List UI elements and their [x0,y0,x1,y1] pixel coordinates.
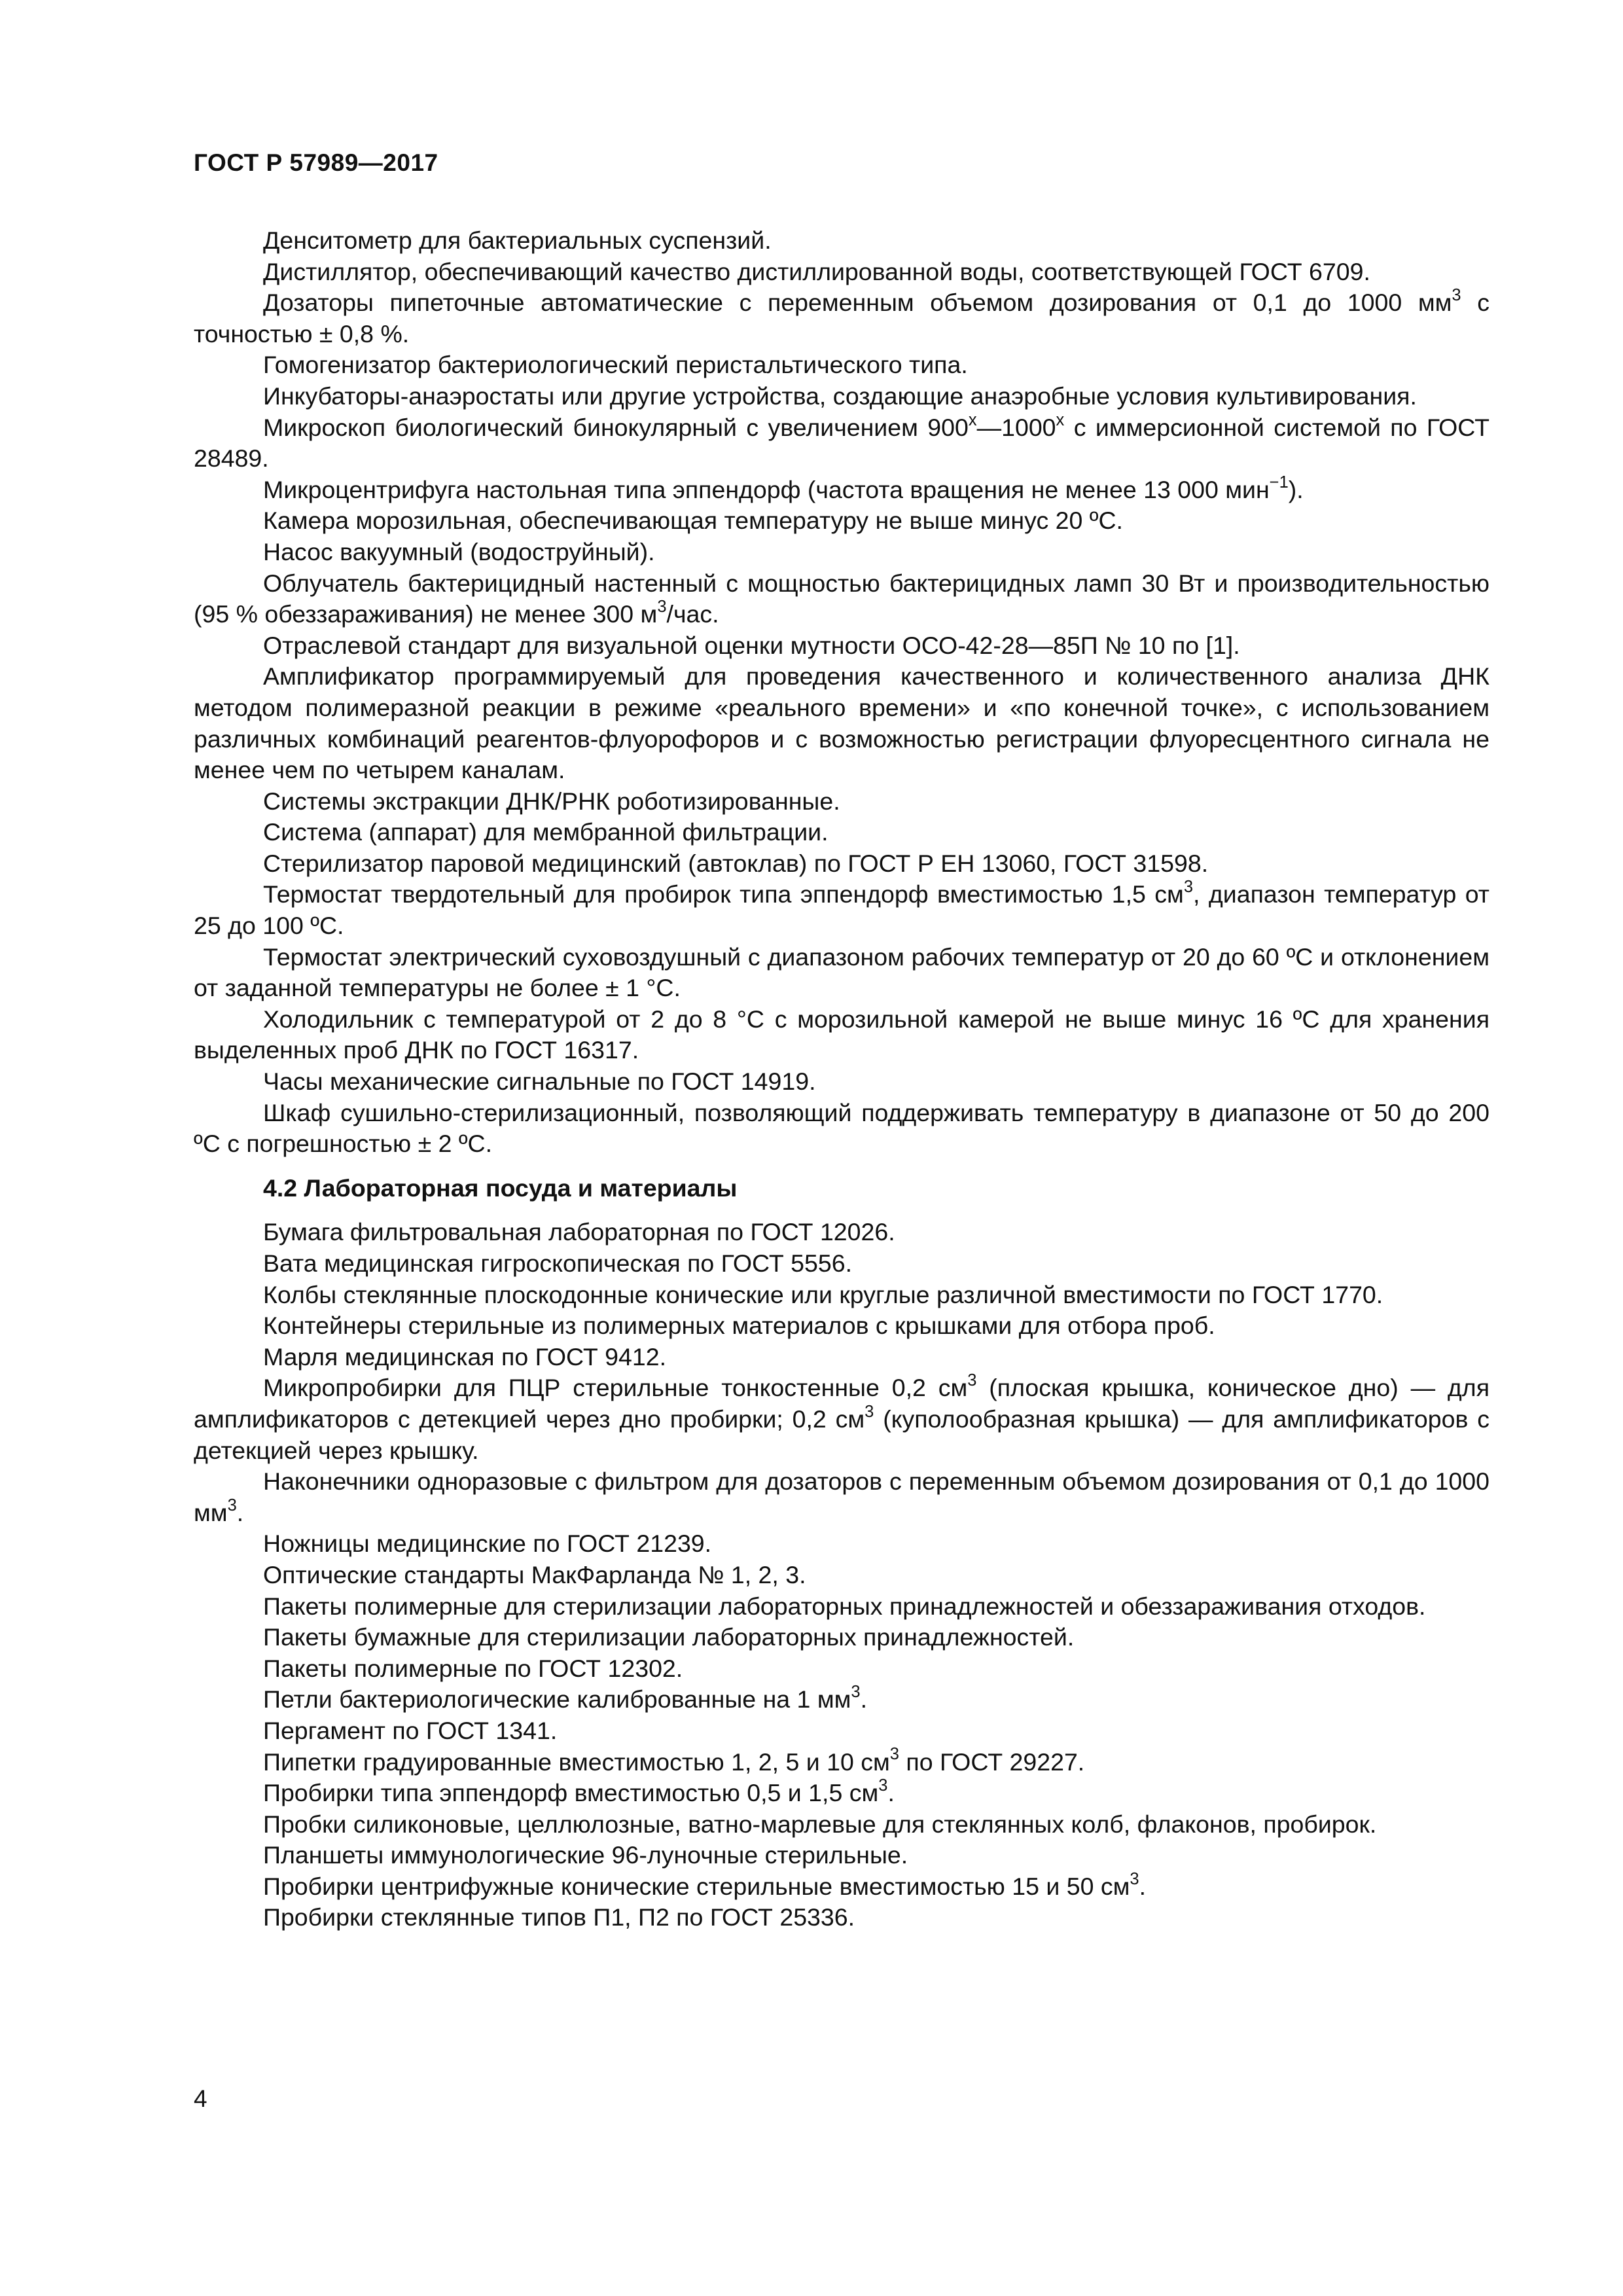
paragraph-text: Пергамент по ГОСТ 1341. [263,1716,558,1744]
superscript: 3 [1130,1869,1139,1888]
paragraph-text: Денситометр для бактериальных суспензий. [263,226,772,254]
paragraph-text: . [887,1779,895,1807]
paragraph-item [194,287,1489,350]
paragraph-item [194,568,1489,630]
paragraph-item [194,381,1489,412]
superscript: х [1056,410,1065,429]
superscript: −1 [1269,473,1289,492]
paragraph-text: . [236,1498,244,1526]
paragraph-text: Пакеты полимерные для стерилизации лабораторных принадлежностей и обеззараживания отходов. [263,1592,1426,1620]
paragraph-item [194,1310,1489,1342]
paragraph-text: Гомогенизатор бактериологический перистальтического типа. [263,351,968,379]
paragraph-item [194,1871,1489,1903]
paragraph-item [194,848,1489,880]
paragraph-item [194,1591,1489,1623]
paragraph-text: Пробирки стеклянные типов П1, П2 по ГОСТ 25336. [263,1903,855,1931]
paragraph-item [194,1809,1489,1840]
paragraph-text: Пипетки градуированные вместимостью 1, 2, 5 и 10 см [263,1748,890,1776]
paragraph-text: Камера морозильная, обеспечивающая температуру не выше минус 20 ºС. [263,507,1123,535]
paragraph-text: Амплификатор программируемый для проведения качественного и количественного анализа ДНК методом полимеразной реакции в режиме «реального времени» и «по конечной точке», с использованием различных комбинаций реагентов-флуорофоров и с возможностью регистрации флуоресцентного сигнала не менее чем по четырем каналам. [194,662,1489,784]
paragraph-text: ). [1288,475,1304,503]
paragraph-item [194,661,1489,785]
section-heading: 4.2 Лабораторная посуда и материалы [263,1174,738,1202]
page-number: 4 [194,2085,207,2112]
paragraph-text: с иммерсионной системой по ГОСТ 28489. [194,413,1489,473]
paragraph-item [194,1622,1489,1653]
paragraph-item [194,505,1489,537]
paragraph-text: с точностью ± 0,8 %. [194,289,1489,348]
paragraph-item [194,225,1489,257]
document-header: ГОСТ Р 57989—2017 [194,149,438,176]
paragraph-text: Термостат твердотельный для пробирок типа эппендорф вместимостью 1,5 см [263,880,1184,908]
paragraph-text: Система (аппарат) для мембранной фильтрации. [263,818,829,846]
superscript: 3 [851,1683,861,1702]
paragraph-item [194,1684,1489,1715]
paragraph-text: Контейнеры стерильные из полимерных материалов с крышками для отбора проб. [263,1312,1215,1340]
paragraph-text: Насос вакуумный (водоструйный). [263,537,655,565]
paragraph-text: Стерилизатор паровой медицинский (автоклав) по ГОСТ Р ЕН 13060, ГОСТ 31598. [263,849,1209,877]
paragraph-text: Наконечники одноразовые с фильтром для дозаторов с переменным объемом дозирования от 0,1 до 1000 мм [194,1467,1489,1526]
superscript: 3 [1452,286,1461,305]
superscript: 3 [878,1776,888,1795]
paragraph-item [194,1098,1489,1160]
paragraph-text: Колбы стеклянные плоскодонные конические или круглые различной вместимости по ГОСТ 1770. [263,1280,1383,1308]
paragraph-text: (плоская крышка, коническое дно) — для амплификаторов с детекцией через дно пробирки; 0,2 см [194,1374,1489,1433]
materials-list [194,1217,1489,1933]
paragraph-text: Марля медицинская по ГОСТ 9412. [263,1342,666,1371]
paragraph-text: Облучатель бактерицидный настенный с мощностью бактерицидных ламп 30 Вт и производительностью (95 % обеззараживания) не менее 300 м [194,569,1489,628]
paragraph-text: Термостат электрический суховоздушный с диапазоном рабочих температур от 20 до 60 ºС и отклонением от заданной температуры не более ± 1 °С. [194,942,1489,1002]
superscript: 3 [227,1496,237,1515]
paragraph-text: Пакеты бумажные для стерилизации лабораторных принадлежностей. [263,1623,1075,1651]
paragraph-text: Холодильник с температурой от 2 до 8 °С с морозильной камерой не выше минус 16 ºС для хранения выделенных проб ДНК по ГОСТ 16317. [194,1005,1489,1064]
paragraph-text: Дозаторы пипеточные автоматические с переменным объемом дозирования от 0,1 до 1000 мм [263,289,1452,317]
paragraph-item [194,817,1489,848]
paragraph-text: Петли бактериологические калиброванные на 1 мм [263,1685,851,1713]
paragraph-item [194,1902,1489,1933]
superscript: 3 [657,598,667,617]
paragraph-text: Пробки силиконовые, целлюлозные, ватно-марлевые для стеклянных колб, флаконов, пробирок. [263,1810,1377,1838]
paragraph-item [194,630,1489,662]
paragraph-item [194,1778,1489,1809]
paragraph-item [194,1528,1489,1560]
paragraph-item [194,1840,1489,1871]
paragraph-item [194,879,1489,941]
paragraph-text: Микропробирки для ПЦР стерильные тонкостенные 0,2 см [263,1374,968,1402]
paragraph-item [194,1066,1489,1098]
superscript: 3 [1183,878,1194,897]
paragraph-text: . [1139,1872,1146,1900]
paragraph-text: Микроцентрифуга настольная типа эппендорф (частота вращения не менее 13 000 мин [263,475,1270,503]
paragraph-text: Инкубаторы-анаэростаты или другие устройства, создающие анаэробные условия культивирования. [263,382,1417,410]
paragraph-item [194,350,1489,381]
paragraph-text: /час. [666,600,719,628]
paragraph-text: Дистиллятор, обеспечивающий качество дистиллированной воды, соответствующей ГОСТ 6709. [263,257,1370,285]
paragraph-item [194,1372,1489,1466]
paragraph-item [194,475,1489,506]
paragraph-item [194,1217,1489,1248]
paragraph-text: —1000 [976,413,1056,441]
paragraph-text: Бумага фильтровальная лабораторная по ГОСТ 12026. [263,1218,895,1246]
paragraph-item [194,1280,1489,1311]
paragraph-text: , диапазон температур от 25 до 100 ºС. [194,880,1489,940]
paragraph-item [194,1342,1489,1373]
paragraph-item [194,1248,1489,1280]
paragraph-item [194,942,1489,1004]
superscript: 3 [865,1402,874,1421]
paragraph-text: Пробирки центрифужные конические стерильные вместимостью 15 и 50 см [263,1872,1130,1900]
paragraph-item [194,786,1489,817]
paragraph-text: Отраслевой стандарт для визуальной оценки мутности ОСО-42-28—85П № 10 по [1]. [263,631,1240,659]
paragraph-text: Пробирки типа эппендорф вместимостью 0,5 и 1,5 см [263,1779,879,1807]
paragraph-text: по ГОСТ 29227. [899,1748,1085,1776]
paragraph-text: Системы экстракции ДНК/РНК роботизированные. [263,787,840,815]
paragraph-text: Микроскоп биологический бинокулярный с увеличением 900 [263,413,969,441]
paragraph-item [194,1004,1489,1066]
paragraph-text: Пакеты полимерные по ГОСТ 12302. [263,1654,683,1682]
paragraph-text: Часы механические сигнальные по ГОСТ 14919. [263,1067,816,1096]
paragraph-item [194,1747,1489,1778]
paragraph-text: Шкаф сушильно-стерилизационный, позволяющий поддерживать температуру в диапазоне от 50 до 200 ºС с погрешностью ± 2 ºС. [194,1098,1489,1158]
superscript: 3 [967,1371,977,1390]
paragraph-text: Оптические стандарты МакФарланда № 1, 2, 3. [263,1560,806,1588]
document-body [194,225,1489,1933]
paragraph-text: (куполообразная крышка) — для амплификаторов с детекцией через крышку. [194,1405,1489,1464]
superscript: 3 [889,1745,899,1764]
paragraph-item [194,537,1489,568]
paragraph-item [194,412,1489,475]
paragraph-item [194,1560,1489,1591]
paragraph-item [194,257,1489,288]
superscript: х [968,410,977,429]
equipment-list [194,225,1489,1160]
paragraph-text: Планшеты иммунологические 96-луночные стерильные. [263,1841,908,1869]
paragraph-text: Вата медицинская гигроскопическая по ГОСТ 5556. [263,1249,853,1277]
paragraph-item [194,1466,1489,1528]
paragraph-text: . [860,1685,867,1713]
paragraph-item [194,1715,1489,1747]
paragraph-text: Ножницы медицинские по ГОСТ 21239. [263,1530,712,1558]
paragraph-item [194,1653,1489,1685]
